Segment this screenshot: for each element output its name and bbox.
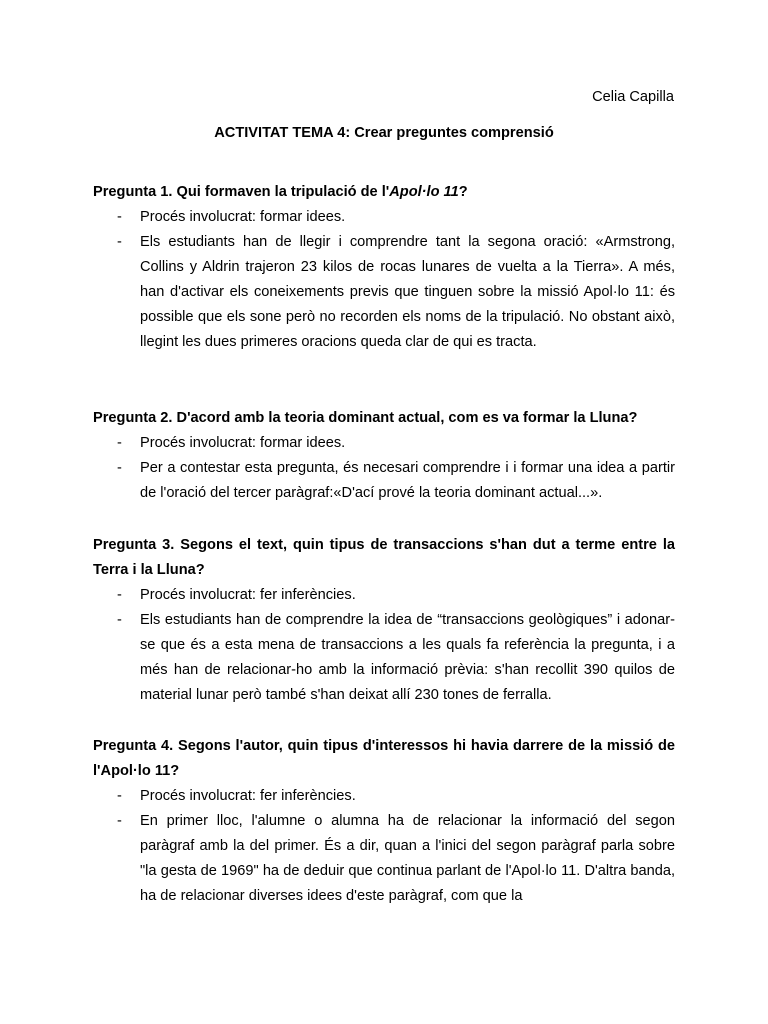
dash-bullet-icon [117,608,122,633]
question-1-heading-text: Pregunta 1. Qui formaven la tripulació de l' [93,184,390,200]
list-item [93,608,675,708]
question-4-bullets [93,784,675,909]
dash-bullet-icon [117,784,122,809]
question-3 [93,533,675,708]
bullet-text: Procés involucrat: formar idees. [140,435,346,451]
list-item [93,583,675,608]
question-2-bullets [93,431,675,506]
question-1-heading-italic: Apol·lo 11 [389,184,459,200]
question-1-heading-suffix: ? [458,184,468,200]
question-3-bullets [93,583,675,708]
bullet-text: En primer lloc, l'alumne o alumna ha de relacionar la informació del segon paràgraf amb la del primer. És a dir, quan a l'inici del segon paràgraf parla sobre "la gesta de 1969" ha de deduir que continua parlant de l'Apol·lo 11. D'altra banda, ha de relacionar diverses idees d'este paràgraf, com que la [140,813,675,904]
list-item [93,784,675,809]
question-2-heading: Pregunta 2. D'acord amb la teoria dominant actual, com es va formar la Lluna? [93,410,638,426]
bullet-text: Els estudiants han de llegir i comprendre tant la segona oració: «Armstrong, Collins y Aldrin trajeron 23 kilos de rocas lunares de vuelta a la Tierra». A més, han d'activar els coneixements previs que tinguen sobre la missió Apol·lo 11: és possible que els sone però no recorden els noms de la tripulació. No obstant això, llegint les dues primeres oracions queda clar de qui es tracta. [140,234,675,350]
dash-bullet-icon [117,230,122,255]
question-4-heading: Pregunta 4. Segons l'autor, quin tipus d'interessos hi havia darrere de la missió de l'Apol·lo 11? [93,738,675,779]
dash-bullet-icon [117,431,122,456]
bullet-text: Procés involucrat: fer inferències. [140,788,356,804]
question-1 [93,180,675,355]
bullet-text: Els estudiants han de comprendre la idea de “transaccions geològiques” i adonar-se que és a esta mena de transaccions a les quals fa referència la pregunta, i a més han de relacionar-ho amb la informació prèvia: s'han recollit 390 quilos de material lunar però també s'han deixat allí 230 tones de ferralla. [140,612,675,703]
bullet-text: Per a contestar esta pregunta, és necesari comprendre i i formar una idea a partir de l'oració del tercer paràgraf:«D'ací prové la teoria dominant actual...». [140,460,675,501]
dash-bullet-icon [117,583,122,608]
dash-bullet-icon [117,809,122,834]
question-1-bullets [93,205,675,355]
bullet-text: Procés involucrat: fer inferències. [140,587,356,603]
question-3-heading: Pregunta 3. Segons el text, quin tipus de transaccions s'han dut a terme entre la Terra i la Lluna? [93,537,675,578]
list-item [93,205,675,230]
question-2 [93,406,675,506]
document-title: ACTIVITAT TEMA 4: Crear preguntes comprensió [214,125,554,141]
dash-bullet-icon [117,456,122,481]
list-item [93,431,675,456]
list-item [93,456,675,506]
question-4 [93,734,675,909]
question-1-heading [93,180,675,205]
bullet-text: Procés involucrat: formar idees. [140,209,346,225]
author-name: Celia Capilla [592,89,674,105]
list-item [93,809,675,909]
list-item [93,230,675,355]
dash-bullet-icon [117,205,122,230]
